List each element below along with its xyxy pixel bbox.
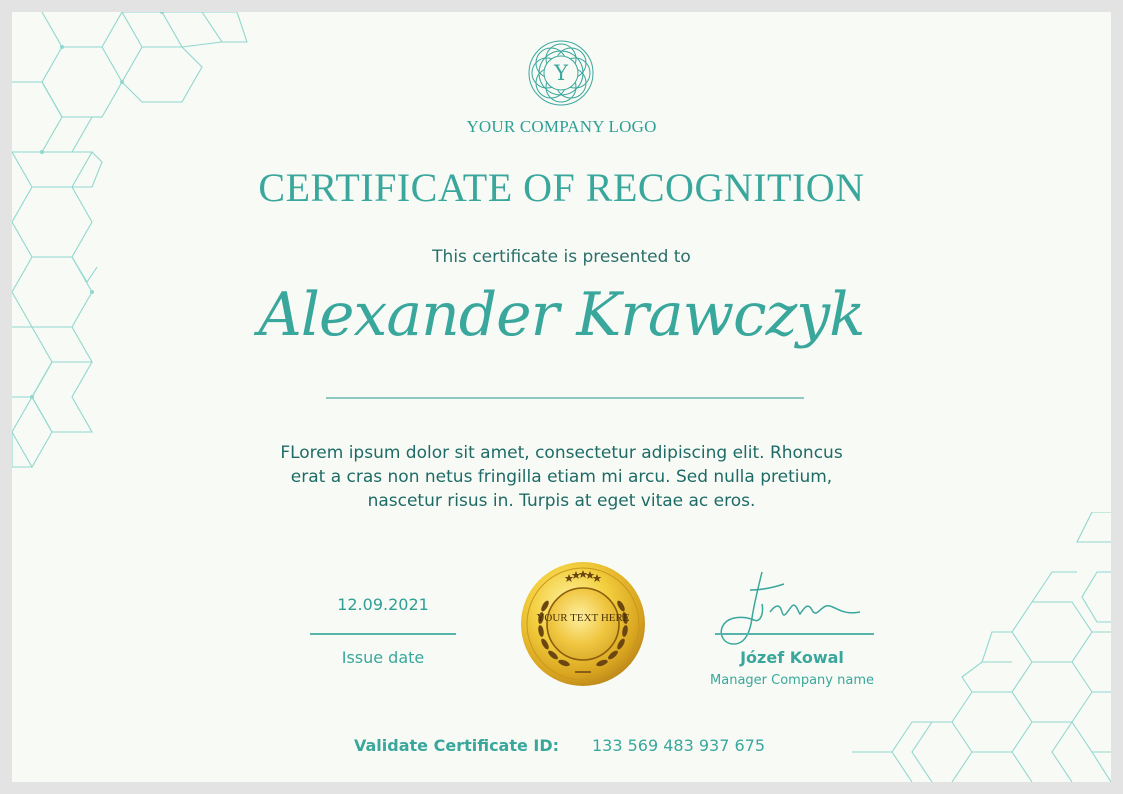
validate-certificate-label: Validate Certificate ID: bbox=[354, 736, 560, 755]
signature-line bbox=[715, 633, 874, 635]
certificate-id-value: 133 569 483 937 675 bbox=[592, 736, 766, 755]
issue-date-value: 12.09.2021 bbox=[337, 595, 429, 614]
name-underline bbox=[326, 397, 804, 399]
signature-icon bbox=[710, 568, 870, 648]
gold-laurel-seal-icon bbox=[519, 560, 647, 688]
presented-to-text: This certificate is presented to bbox=[432, 247, 691, 267]
issue-date-line bbox=[310, 633, 456, 635]
certificate-title: CERTIFICATE OF RECOGNITION bbox=[258, 165, 865, 210]
decorative-pattern-bottom-right bbox=[832, 512, 1111, 782]
certificate-body-text: FLorem ipsum dolor sit amet, consectetur adipiscing elit. Rhoncus erat a cras non netus fringilla etiam mi arcu. Sed nulla pretium, nascetur risus in. Turpis at eget vitae ac eros. bbox=[280, 443, 843, 511]
certificate-sheet bbox=[12, 12, 1111, 782]
logo-letter: Y bbox=[554, 61, 568, 85]
signer-title: Manager Company name bbox=[710, 673, 874, 688]
issue-date-label: Issue date bbox=[341, 648, 425, 667]
recipient-name: Alexander Krawczyk bbox=[258, 280, 865, 350]
signer-name: Józef Kowal bbox=[740, 648, 844, 667]
company-logo-text: YOUR COMPANY LOGO bbox=[466, 117, 657, 136]
seal-text: YOUR TEXT HERE bbox=[536, 612, 630, 624]
